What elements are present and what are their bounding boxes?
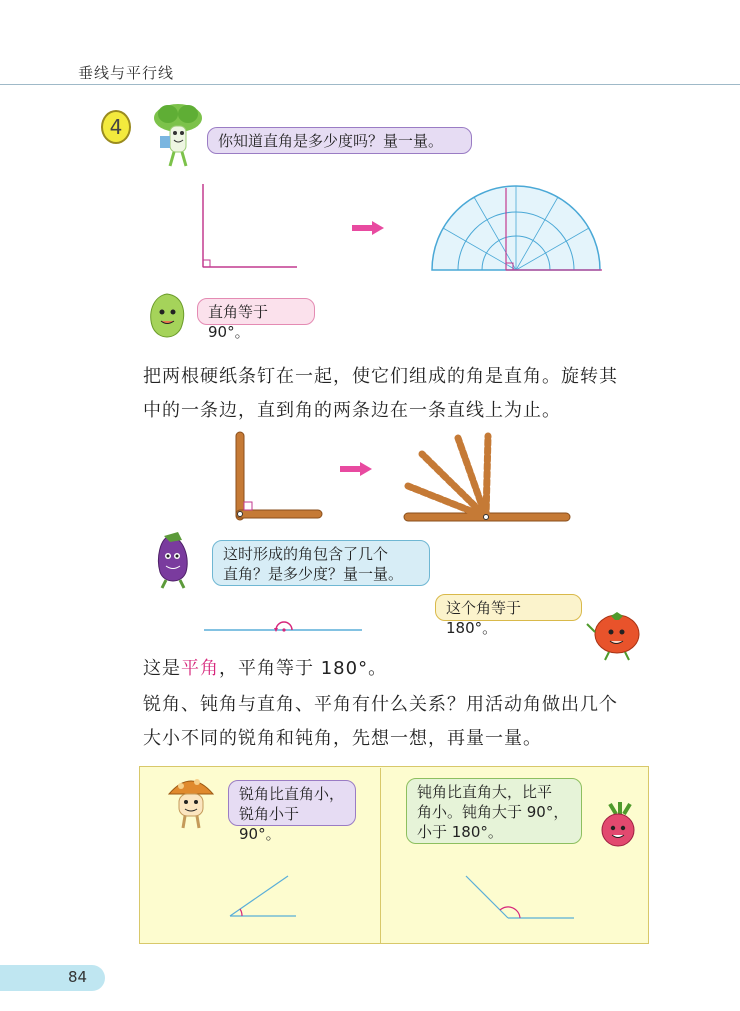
straight-angle-statement	[143, 652, 387, 686]
chapter-title: 垂线与平行线	[78, 64, 175, 82]
bubble-line: 钝角比直角大，比平	[417, 783, 553, 801]
speech-bubble-straight-question	[212, 540, 430, 586]
right-angle-figure	[200, 182, 300, 272]
paragraph-line: 把两根硬纸条钉在一起，使它们组成的角是直角。旋转其	[143, 366, 618, 387]
right-angle-strips-figure	[230, 430, 325, 525]
bubble-text: 你知道直角是多少度吗？量一量。	[218, 132, 444, 150]
protractor-icon	[430, 184, 602, 274]
bubble-line: 锐角小于 90°。	[239, 805, 300, 843]
paragraph-line: 锐角、钝角与直角、平角有什么关系？用活动角做出几个	[143, 694, 618, 715]
paragraph-line: 大小不同的锐角和钝角，先想一想，再量一量。	[143, 728, 542, 749]
speech-bubble-right-angle-answer	[197, 298, 315, 341]
bubble-text: 这个角等于 180°。	[446, 599, 522, 637]
term-straight-angle: 平角	[181, 658, 219, 679]
header-divider	[0, 84, 740, 85]
right-arrow-icon	[340, 462, 372, 476]
radish-character-icon	[594, 800, 642, 854]
bok-choy-character-icon	[148, 100, 208, 170]
paragraph-question	[143, 688, 618, 756]
exercise-number-badge: 4	[101, 110, 131, 144]
right-arrow-icon	[352, 221, 384, 235]
rotating-strips-figure	[400, 432, 575, 527]
paragraph-strips	[143, 360, 618, 428]
mushroom-character-icon	[165, 772, 217, 832]
panel-divider	[380, 768, 381, 943]
page-number-tab	[0, 965, 105, 991]
green-pepper-character-icon	[145, 290, 189, 342]
bubble-text: 直角等于 90°。	[208, 303, 269, 341]
bubble-line: 锐角比直角小，	[239, 785, 345, 803]
obtuse-angle-figure	[462, 872, 577, 922]
statement-suffix: ，平角等于 180°。	[219, 658, 388, 679]
bubble-line: 小于 180°。	[417, 823, 503, 841]
page-number: 84	[68, 968, 88, 986]
paragraph-line: 中的一条边，直到角的两条边在一条直线上为止。	[143, 400, 561, 421]
acute-angle-figure	[228, 872, 300, 920]
statement-prefix: 这是	[143, 658, 181, 679]
straight-angle-figure	[204, 618, 364, 636]
speech-bubble-acute	[228, 780, 356, 843]
bubble-line: 这时形成的角包含了几个	[223, 545, 389, 563]
eggplant-character-icon	[148, 528, 203, 590]
bubble-line: 直角？是多少度？量一量。	[223, 565, 404, 583]
bubble-line: 角小。钝角大于 90°，	[417, 803, 569, 821]
speech-bubble-right-angle-question	[207, 127, 472, 154]
speech-bubble-obtuse	[406, 778, 582, 844]
speech-bubble-straight-answer	[435, 594, 582, 637]
tomato-character-icon	[585, 610, 647, 662]
